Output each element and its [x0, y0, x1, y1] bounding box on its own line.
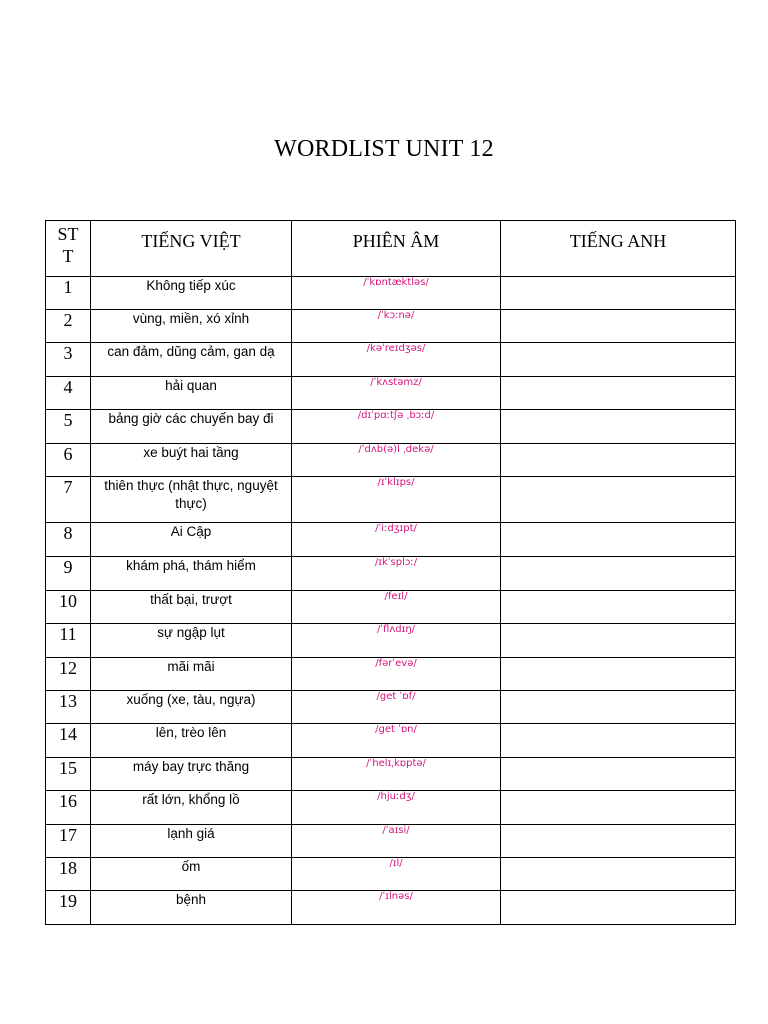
- row-phonetic: /ɪˈklɪps/: [292, 477, 501, 523]
- row-english: [501, 825, 736, 858]
- row-phonetic: /ˈkʌstəmz/: [292, 377, 501, 410]
- row-vietnamese: lên, trèo lên: [91, 724, 292, 758]
- wordlist-table: [45, 220, 736, 925]
- row-vietnamese: khám phá, thám hiểm: [91, 557, 292, 591]
- row-number: 5: [46, 410, 91, 444]
- row-number: 4: [46, 377, 91, 410]
- table-row: [46, 343, 736, 377]
- row-phonetic: /ˈkɒntæktləs/: [292, 277, 501, 310]
- row-vietnamese: Không tiếp xúc: [91, 277, 292, 310]
- row-english: [501, 410, 736, 444]
- page-title: WORDLIST UNIT 12: [274, 136, 494, 162]
- table-row: [46, 758, 736, 791]
- row-number: 10: [46, 591, 91, 624]
- row-english: [501, 724, 736, 758]
- header-vietnamese: [91, 221, 292, 277]
- table-row: [46, 444, 736, 477]
- row-vietnamese: vùng, miền, xó xỉnh: [91, 310, 292, 343]
- header-vietnamese-label: TIẾNG VIỆT: [141, 231, 241, 251]
- table-row: [46, 724, 736, 758]
- row-vietnamese: thiên thực (nhật thực, nguyệt thực): [91, 477, 292, 523]
- header-phonetic-label: PHIÊN ÂM: [352, 231, 440, 251]
- row-english: [501, 477, 736, 523]
- row-number: 7: [46, 477, 91, 523]
- row-phonetic: /dɪˈpɑːtʃə ˌbɔːd/: [292, 410, 501, 444]
- row-number: 11: [46, 624, 91, 658]
- row-vietnamese: thất bại, trượt: [91, 591, 292, 624]
- row-vietnamese: xe buýt hai tầng: [91, 444, 292, 477]
- row-english: [501, 310, 736, 343]
- header-phonetic: [292, 221, 501, 277]
- table-row: [46, 691, 736, 724]
- row-number: 2: [46, 310, 91, 343]
- row-vietnamese: hải quan: [91, 377, 292, 410]
- row-number: 16: [46, 791, 91, 825]
- row-phonetic: /ˈaɪsi/: [292, 825, 501, 858]
- row-number: 6: [46, 444, 91, 477]
- row-vietnamese: mãi mãi: [91, 658, 292, 691]
- row-vietnamese: xuống (xe, tàu, ngựa): [91, 691, 292, 724]
- table-row: [46, 624, 736, 658]
- row-english: [501, 791, 736, 825]
- row-english: [501, 377, 736, 410]
- header-english-label: TIẾNG ANH: [569, 231, 667, 251]
- table-row: [46, 477, 736, 523]
- table-header-row: [46, 221, 736, 277]
- row-phonetic: /ˈɪlnəs/: [292, 891, 501, 925]
- row-phonetic: /get ˈɒn/: [292, 724, 501, 758]
- table-row: [46, 277, 736, 310]
- row-number: 8: [46, 523, 91, 557]
- table-row: [46, 557, 736, 591]
- row-number: 9: [46, 557, 91, 591]
- row-english: [501, 557, 736, 591]
- row-phonetic: /hjuːdʒ/: [292, 791, 501, 825]
- row-phonetic: /ˈiːdʒɪpt/: [292, 523, 501, 557]
- table-row: [46, 523, 736, 557]
- row-phonetic: /kəˈreɪdʒəs/: [292, 343, 501, 377]
- row-phonetic: /ˈkɔːnə/: [292, 310, 501, 343]
- row-phonetic: /get ˈɒf/: [292, 691, 501, 724]
- table-row: [46, 377, 736, 410]
- header-english: [501, 221, 736, 277]
- row-english: [501, 691, 736, 724]
- table-row: [46, 891, 736, 925]
- row-vietnamese: ốm: [91, 858, 292, 891]
- row-number: 3: [46, 343, 91, 377]
- row-english: [501, 858, 736, 891]
- row-english: [501, 891, 736, 925]
- row-english: [501, 343, 736, 377]
- row-number: 19: [46, 891, 91, 925]
- header-stt: [46, 221, 91, 277]
- row-vietnamese: bệnh: [91, 891, 292, 925]
- header-stt-text: ST T: [57, 224, 79, 266]
- table-row: [46, 591, 736, 624]
- row-number: 15: [46, 758, 91, 791]
- row-phonetic: /ɪkˈsplɔː/: [292, 557, 501, 591]
- row-phonetic: /ˈflʌdɪŋ/: [292, 624, 501, 658]
- row-english: [501, 624, 736, 658]
- row-vietnamese: sự ngập lụt: [91, 624, 292, 658]
- row-english: [501, 277, 736, 310]
- row-vietnamese: rất lớn, khổng lồ: [91, 791, 292, 825]
- row-number: 13: [46, 691, 91, 724]
- row-english: [501, 523, 736, 557]
- row-vietnamese: lạnh giá: [91, 825, 292, 858]
- row-vietnamese: máy bay trực thăng: [91, 758, 292, 791]
- table-row: [46, 858, 736, 891]
- table-row: [46, 410, 736, 444]
- row-vietnamese: bảng giờ các chuyến bay đi: [91, 410, 292, 444]
- row-vietnamese: Ai Cập: [91, 523, 292, 557]
- row-english: [501, 444, 736, 477]
- table-row: [46, 658, 736, 691]
- row-vietnamese: can đảm, dũng cảm, gan dạ: [91, 343, 292, 377]
- row-english: [501, 658, 736, 691]
- row-number: 12: [46, 658, 91, 691]
- row-phonetic: /ɪl/: [292, 858, 501, 891]
- table-row: [46, 310, 736, 343]
- row-phonetic: /feɪl/: [292, 591, 501, 624]
- row-english: [501, 591, 736, 624]
- row-phonetic: /ˈdʌb(ə)l ˌdekə/: [292, 444, 501, 477]
- row-number: 1: [46, 277, 91, 310]
- row-english: [501, 758, 736, 791]
- table-row: [46, 791, 736, 825]
- header-stt-label: [46, 221, 90, 267]
- table-row: [46, 825, 736, 858]
- row-phonetic: /ˈhelɪˌkɒptə/: [292, 758, 501, 791]
- row-phonetic: /fərˈevə/: [292, 658, 501, 691]
- row-number: 17: [46, 825, 91, 858]
- row-number: 14: [46, 724, 91, 758]
- row-number: 18: [46, 858, 91, 891]
